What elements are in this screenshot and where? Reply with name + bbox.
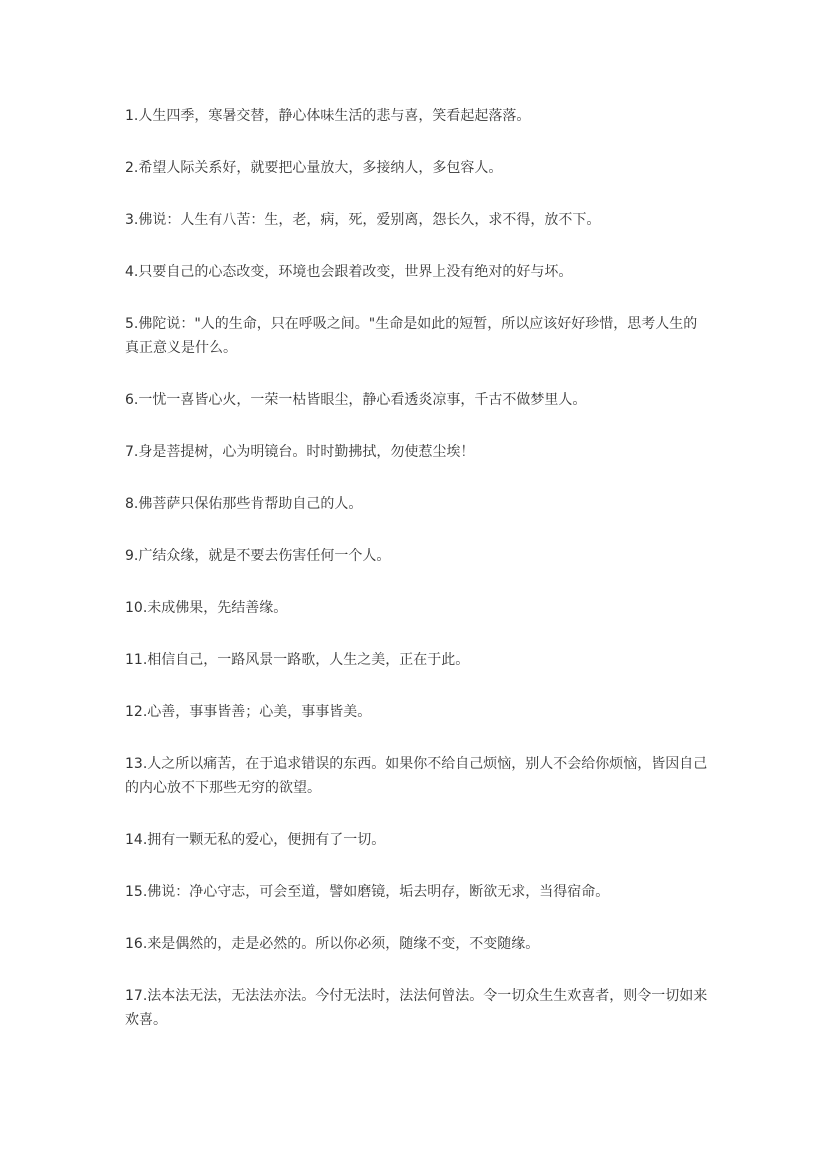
paragraph-15: 15.佛说：净心守志，可会至道，譬如磨镜，垢去明存，断欲无求，当得宿命。: [125, 884, 610, 900]
paragraph-3: 3.佛说：人生有八苦：生，老，病，死，爱别离，怨长久，求不得，放不下。: [125, 212, 601, 228]
paragraph-4: 4.只要自己的心态改变，环境也会跟着改变，世界上没有绝对的好与坏。: [125, 264, 573, 280]
paragraph-13: 13.人之所以痛苦，在于追求错误的东西。如果你不给自己烦恼，别人不会给你烦恼，皆因自己的内心放不下那些无穷的欲望。: [125, 756, 708, 796]
paragraph-6: 6.一忧一喜皆心火，一荣一枯皆眼尘，静心看透炎凉事，千古不做梦里人。: [125, 392, 587, 408]
paragraph-2: 2.希望人际关系好，就要把心量放大，多接纳人，多包容人。: [125, 160, 503, 176]
paragraph-12: 12.心善，事事皆善；心美，事事皆美。: [125, 704, 372, 720]
paragraph-11: 11.相信自己，一路风景一路歌，人生之美，正在于此。: [125, 652, 470, 668]
paragraph-7: 7.身是菩提树，心为明镜台。时时勤拂拭，勿使惹尘埃！: [125, 444, 475, 460]
paragraph-17: 17.法本法无法，无法法亦法。今付无法时，法法何曾法。令一切众生生欢喜者，则令一切如来欢喜。: [125, 988, 708, 1028]
paragraph-5: 5.佛陀说："人的生命，只在呼吸之间。"生命是如此的短暂，所以应该好好珍惜，思考人生的真正意义是什么。: [125, 316, 698, 356]
document-body: [125, 104, 710, 1060]
paragraph-14: 14.拥有一颗无私的爱心，便拥有了一切。: [125, 832, 386, 848]
paragraph-9: 9.广结众缘，就是不要去伤害任何一个人。: [125, 548, 391, 564]
paragraph-8: 8.佛菩萨只保佑那些肯帮助自己的人。: [125, 496, 363, 512]
paragraph-10: 10.未成佛果，先结善缘。: [125, 600, 288, 616]
paragraph-1: 1.人生四季，寒暑交替，静心体味生活的悲与喜，笑看起起落落。: [125, 108, 531, 124]
paragraph-16: 16.来是偶然的，走是必然的。所以你必须，随缘不变，不变随缘。: [125, 936, 540, 952]
